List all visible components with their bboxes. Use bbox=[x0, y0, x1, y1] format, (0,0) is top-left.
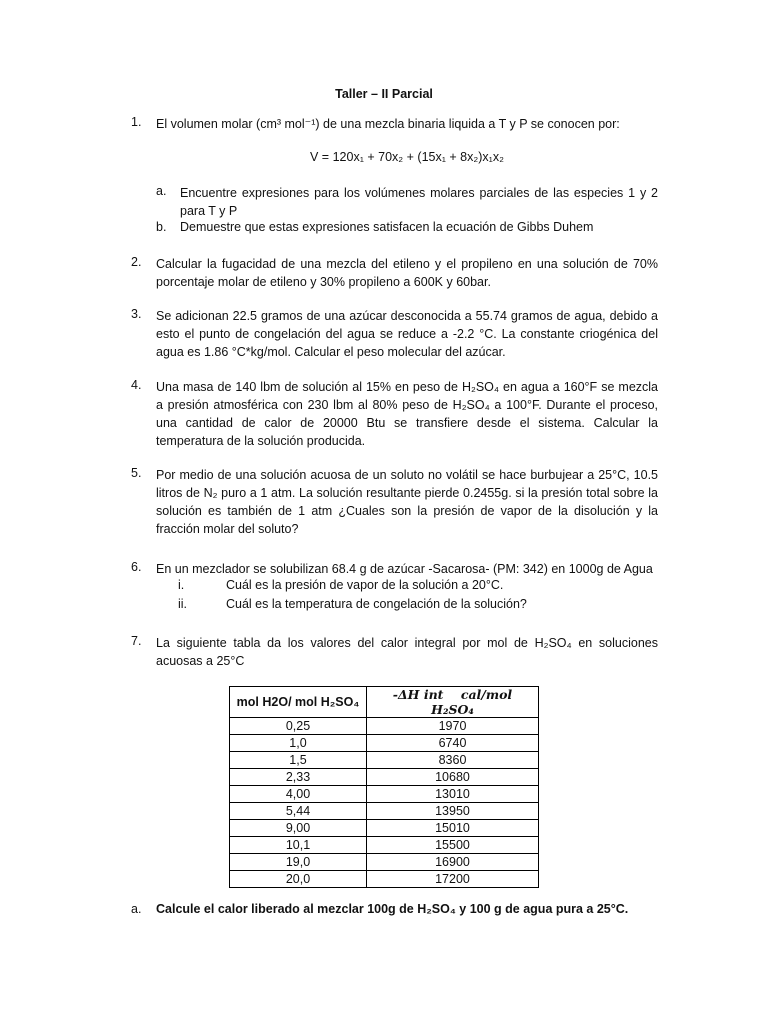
table-row bbox=[230, 769, 539, 786]
table-cell-heat: 8360 bbox=[367, 752, 539, 769]
q3-number: 3. bbox=[131, 307, 142, 321]
q4-number: 4. bbox=[131, 378, 142, 392]
q1-equation: V = 120x₁ + 70x₂ + (15x₁ + 8x₂)x₁x₂ bbox=[310, 150, 504, 164]
q6-text: En un mezclador se solubilizan 68.4 g de azúcar -Sacarosa- (PM: 342) en 1000g de Agua bbox=[156, 562, 653, 576]
q1-b-text: Demuestre que estas expresiones satisfacen la ecuación de Gibbs Duhem bbox=[180, 220, 594, 234]
q4-text: Una masa de 140 lbm de solución al 15% en peso de H₂SO₄ en agua a 160°F se mezcla a presión atmosférica con 230 lbm al 80% peso de H₂SO₄ a 100°F. Durante el proceso, una cantidad de calor de 20000 Btu se transfiere desde el sistema. Calcular la temperatura de la solución producida. bbox=[156, 380, 658, 448]
q7-a-text: Calcule el calor liberado al mezclar 100g de H₂SO₄ y 100 g de agua pura a 25°C. bbox=[156, 902, 629, 916]
table-cell-mol-ratio: 2,33 bbox=[230, 769, 367, 786]
q3-text: Se adicionan 22.5 gramos de una azúcar desconocida a 55.74 gramos de agua, debido a esto el punto de congelación del agua se reduce a -2.2 °C. La constante criogénica del agua es 1.86 °C*kg/mol. Calcular el peso molecular del azúcar. bbox=[156, 309, 658, 359]
q7-text: La siguiente tabla da los valores del calor integral por mol de H₂SO₄ en soluciones acuosas a 25°C bbox=[156, 636, 658, 668]
table-row bbox=[230, 786, 539, 803]
q5-text: Por medio de una solución acuosa de un soluto no volátil se hace burbujear a 25°C, 10.5 litros de N₂ puro a 1 atm. La solución resultante pierde 0.2455g. si la presión total sobre la solución es también de 1 atm ¿Cuales son la presión de vapor de la disolución y la fracción molar del soluto? bbox=[156, 468, 658, 536]
table-header-heat bbox=[367, 687, 539, 718]
table-header-row bbox=[230, 687, 539, 718]
table-row bbox=[230, 820, 539, 837]
q6-ii-label: ii. bbox=[178, 597, 188, 611]
table-row bbox=[230, 871, 539, 888]
table-cell-heat: 13010 bbox=[367, 786, 539, 803]
table-cell-heat: 16900 bbox=[367, 854, 539, 871]
table-cell-mol-ratio: 19,0 bbox=[230, 854, 367, 871]
q1-number: 1. bbox=[131, 115, 142, 129]
q6-i-text: Cuál es la presión de vapor de la solución a 20°C. bbox=[226, 578, 504, 592]
table-cell-heat: 15500 bbox=[367, 837, 539, 854]
table-row bbox=[230, 803, 539, 820]
q5-number: 5. bbox=[131, 466, 142, 480]
table-cell-mol-ratio: 20,0 bbox=[230, 871, 367, 888]
table-row bbox=[230, 752, 539, 769]
q2-number: 2. bbox=[131, 255, 142, 269]
q7-a-label: a. bbox=[131, 902, 142, 916]
table-cell-mol-ratio: 1,5 bbox=[230, 752, 367, 769]
table-body bbox=[230, 718, 539, 888]
table-cell-mol-ratio: 9,00 bbox=[230, 820, 367, 837]
q2-text: Calcular la fugacidad de una mezcla del etileno y el propileno en una solución de 70% porcentaje molar de etileno y 30% propileno a 600K y 60bar. bbox=[156, 257, 658, 289]
q6-number: 6. bbox=[131, 560, 142, 574]
table-cell-mol-ratio: 1,0 bbox=[230, 735, 367, 752]
table-row bbox=[230, 718, 539, 735]
table-cell-mol-ratio: 5,44 bbox=[230, 803, 367, 820]
heat-table bbox=[229, 686, 539, 888]
table-row bbox=[230, 854, 539, 871]
q1-a-label: a. bbox=[156, 184, 167, 198]
table-row bbox=[230, 837, 539, 854]
table-header-heat-units: cal/mol H₂SO₄ bbox=[431, 687, 513, 717]
table-cell-heat: 13950 bbox=[367, 803, 539, 820]
document-title: Taller – II Parcial bbox=[335, 87, 433, 101]
table-cell-heat: 15010 bbox=[367, 820, 539, 837]
q6-ii-text: Cuál es la temperatura de congelación de la solución? bbox=[226, 597, 527, 611]
q1-b-label: b. bbox=[156, 220, 167, 234]
table-cell-heat: 1970 bbox=[367, 718, 539, 735]
table-cell-mol-ratio: 0,25 bbox=[230, 718, 367, 735]
table-header-heat-symbol: -ΔH int bbox=[392, 687, 444, 702]
table-row bbox=[230, 735, 539, 752]
table-cell-heat: 6740 bbox=[367, 735, 539, 752]
table-header-mol-ratio: mol H2O/ mol H₂SO₄ bbox=[230, 687, 367, 718]
table-cell-mol-ratio: 10,1 bbox=[230, 837, 367, 854]
table-cell-heat: 17200 bbox=[367, 871, 539, 888]
q1-a-text: Encuentre expresiones para los volúmenes molares parciales de las especies 1 y 2 para T y P bbox=[180, 186, 658, 218]
q6-i-label: i. bbox=[178, 578, 185, 592]
table-cell-heat: 10680 bbox=[367, 769, 539, 786]
table-cell-mol-ratio: 4,00 bbox=[230, 786, 367, 803]
q7-number: 7. bbox=[131, 634, 142, 648]
q1-text: El volumen molar (cm³ mol⁻¹) de una mezcla binaria liquida a T y P se conocen por: bbox=[156, 117, 620, 131]
